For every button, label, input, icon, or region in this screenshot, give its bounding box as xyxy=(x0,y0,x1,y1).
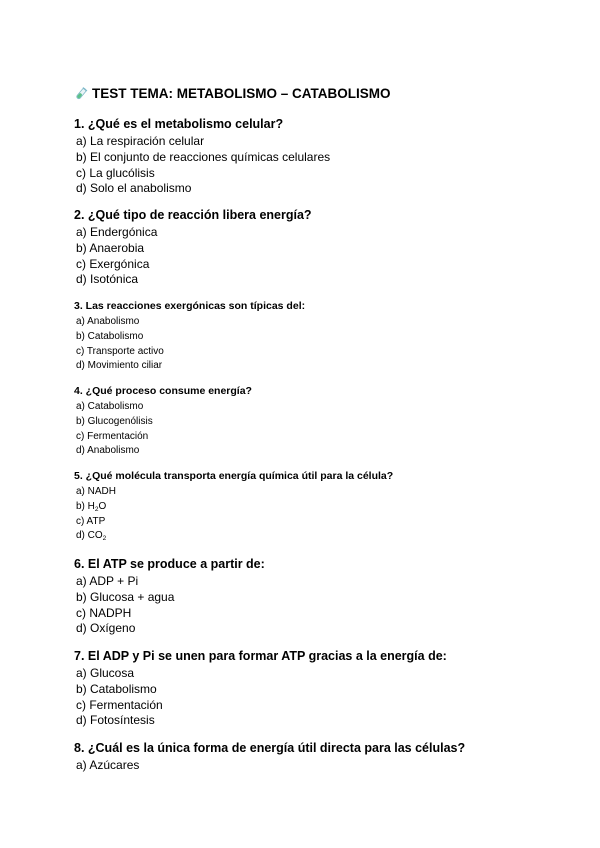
option-d: d) Isotónica xyxy=(76,272,139,287)
option-d: d) Oxígeno xyxy=(76,621,136,636)
option-c: c) Fermentación xyxy=(76,697,163,712)
question-text: 2. ¿Qué tipo de reacción libera energía? xyxy=(74,208,312,222)
option-a: a) Catabolismo xyxy=(76,401,144,412)
option-a: a) Glucosa xyxy=(76,666,135,680)
question-text: 3. Las reacciones exergónicas son típicas del: xyxy=(74,300,306,312)
option-b: b) Anaerobia xyxy=(76,240,145,255)
option-c: c) NADPH xyxy=(76,605,132,620)
title-text: TEST TEMA: METABOLISMO – CATABOLISMO xyxy=(92,86,391,101)
question-text: 8. ¿Cuál es la única forma de energía útil directa para las células? xyxy=(74,741,466,755)
question-6 xyxy=(74,556,265,637)
option-a: a) NADH xyxy=(76,486,117,497)
question-8 xyxy=(74,740,465,774)
option-b: b) Catabolismo xyxy=(76,330,144,342)
option-b: b) Glucosa + agua xyxy=(76,589,175,604)
test-tube-icon xyxy=(74,87,88,101)
option-b: b) Catabolismo xyxy=(76,681,157,696)
option-a: a) Anabolismo xyxy=(76,316,140,327)
option-b: b) $H_2O$ xyxy=(76,500,107,513)
option-b: b) Glucogenólisis xyxy=(76,415,153,427)
option-d: d) Movimiento ciliar xyxy=(76,360,163,372)
option-a: a) La respiración celular xyxy=(76,134,205,148)
option-d: d) Fotosíntesis xyxy=(76,713,155,728)
option-c: c) La glucólisis xyxy=(76,165,155,180)
question-7 xyxy=(74,648,447,729)
question-5 xyxy=(74,469,393,544)
question-3 xyxy=(74,299,305,374)
question-2 xyxy=(74,207,312,288)
question-text: 5. ¿Qué molécula transporta energía química útil para la célula? xyxy=(74,470,394,482)
option-d: d) Solo el anabolismo xyxy=(76,181,192,196)
question-text: 7. El ADP y Pi se unen para formar ATP gracias a la energía de: xyxy=(74,649,447,663)
option-c: c) Fermentación xyxy=(76,430,149,442)
option-a: a) ADP + Pi xyxy=(76,574,139,588)
option-c: c) Exergónica xyxy=(76,256,150,271)
option-c: c) Transporte activo xyxy=(76,345,164,357)
option-d: d) Anabolismo xyxy=(76,445,140,457)
question-4 xyxy=(74,384,252,459)
document-title xyxy=(74,86,390,101)
option-a: a) Azúcares xyxy=(76,758,140,772)
question-text: 1. ¿Qué es el metabolismo celular? xyxy=(74,117,284,131)
option-a: a) Endergónica xyxy=(76,225,158,239)
option-b: b) El conjunto de reacciones químicas celulares xyxy=(76,149,331,164)
question-text: 4. ¿Qué proceso consume energía? xyxy=(74,385,252,397)
question-text: 6. El ATP se produce a partir de: xyxy=(74,557,265,571)
question-1 xyxy=(74,116,330,197)
option-d: d) $CO_2$ xyxy=(76,530,107,543)
option-c: c) ATP xyxy=(76,515,106,527)
